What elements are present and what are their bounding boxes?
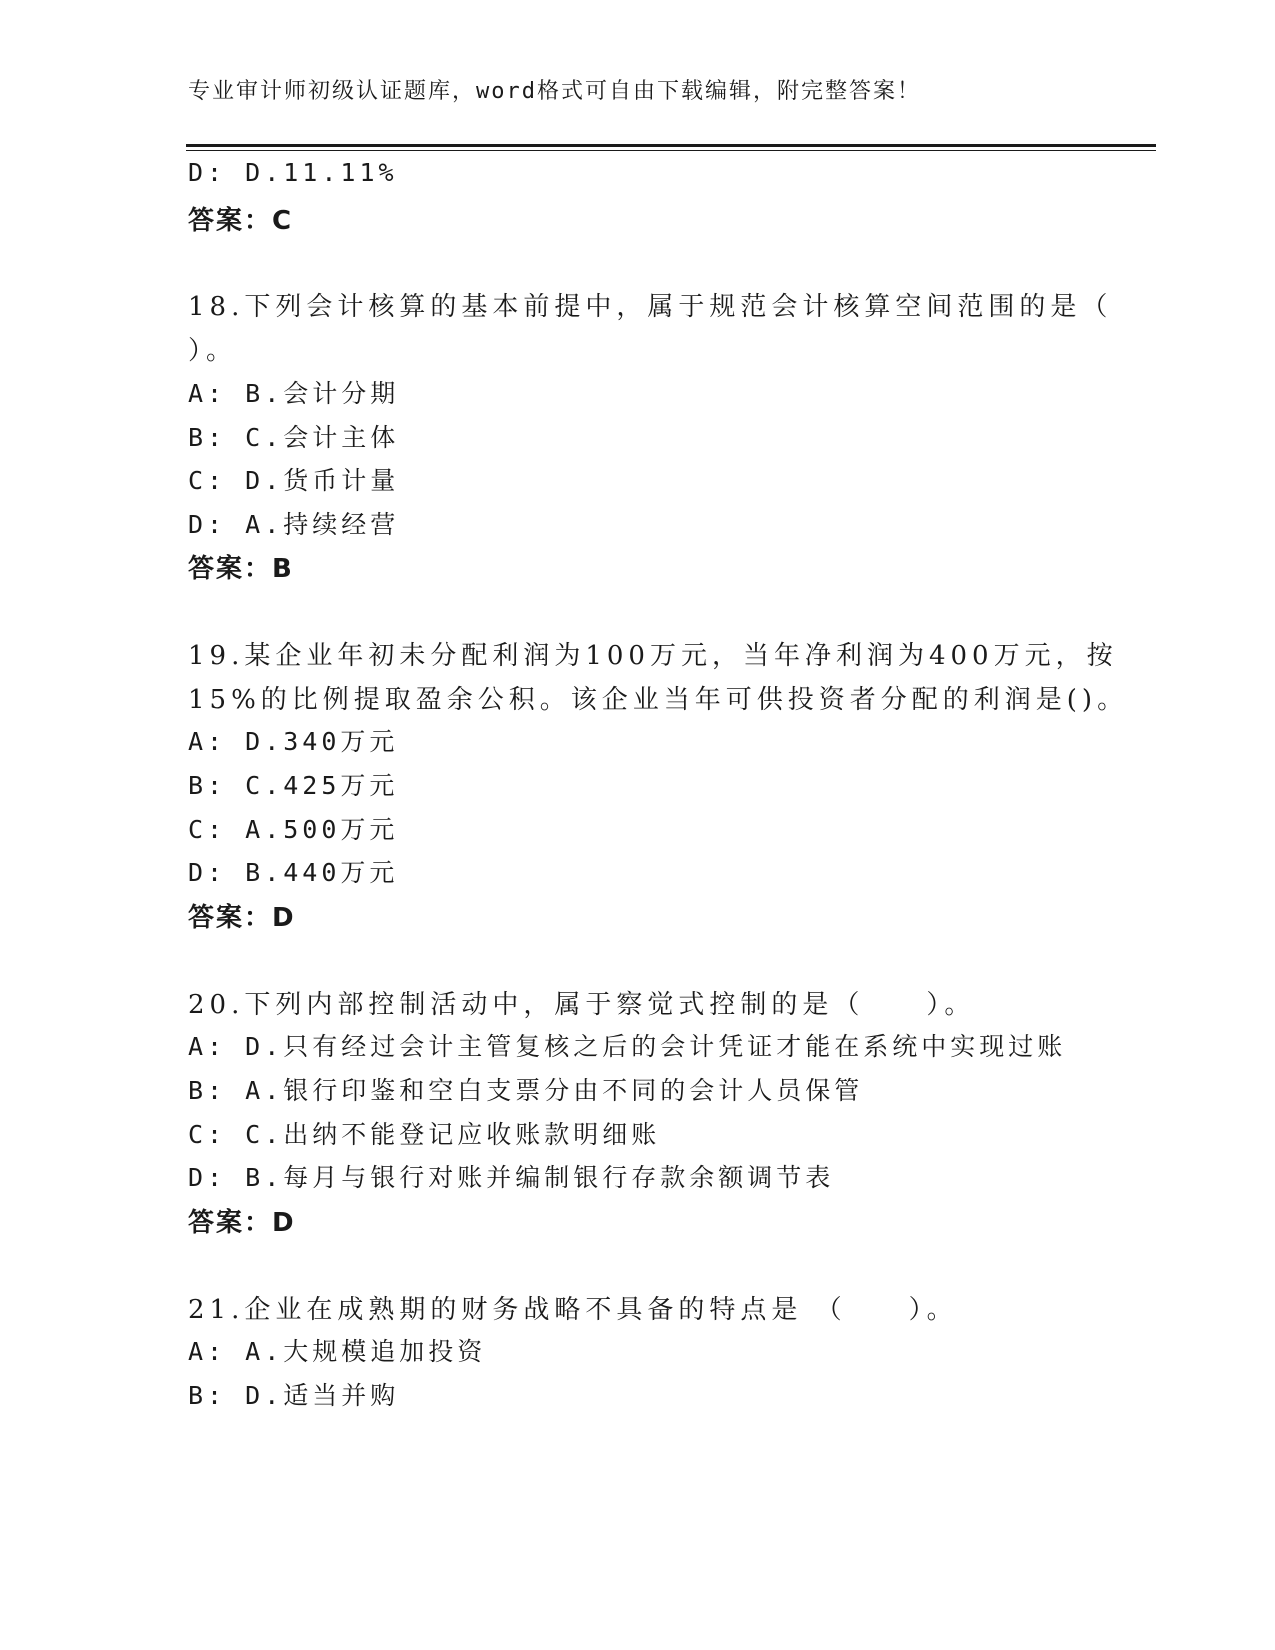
option-c: C: D.货币计量	[188, 466, 400, 495]
question-stem-continued: ）。	[188, 336, 238, 366]
question-stem: 19.某企业年初未分配利润为100万元，当年净利润为400万元，按	[188, 641, 1118, 671]
option-a: A: B.会计分期	[188, 379, 400, 408]
answer: 答案：C	[188, 206, 294, 236]
option-a: A: A.大规模追加投资	[188, 1337, 487, 1366]
question-stem: 21.企业在成熟期的财务战略不具备的特点是 （ ）。	[188, 1295, 958, 1325]
answer: 答案：D	[188, 1208, 296, 1238]
option-d: D: B.每月与银行对账并编制银行存款余额调节表	[188, 1163, 835, 1192]
option-b: B: D.适当并购	[188, 1381, 400, 1410]
option-c: C: A.500万元	[188, 815, 399, 844]
option-b: B: C.425万元	[188, 771, 399, 800]
header-rule-thin	[186, 150, 1156, 151]
option-b: B: A.银行印鉴和空白支票分由不同的会计人员保管	[188, 1076, 864, 1105]
answer: 答案：D	[188, 903, 296, 933]
option-c: C: C.出纳不能登记应收账款明细账	[188, 1120, 661, 1149]
question-stem: 20.下列内部控制活动中，属于察觉式控制的是（ ）。	[188, 990, 976, 1020]
option-a: A: D.只有经过会计主管复核之后的会计凭证才能在系统中实现过账	[188, 1032, 1067, 1061]
question-stem: 18.下列会计核算的基本前提中，属于规范会计核算空间范围的是（	[188, 292, 1113, 322]
question-stem-continued: 15%的比例提取盈余公积。该企业当年可供投资者分配的利润是()。	[188, 685, 1129, 715]
answer: 答案：B	[188, 554, 294, 584]
option-b: B: C.会计主体	[188, 423, 400, 452]
option-d: D: A.持续经营	[188, 510, 400, 539]
option-d: D: D.11.11%	[188, 158, 398, 187]
header-rule-thick	[186, 144, 1156, 147]
page-header: 专业审计师初级认证题库，word格式可自由下载编辑，附完整答案！	[188, 79, 921, 104]
option-d: D: B.440万元	[188, 858, 399, 887]
option-a: A: D.340万元	[188, 727, 399, 756]
